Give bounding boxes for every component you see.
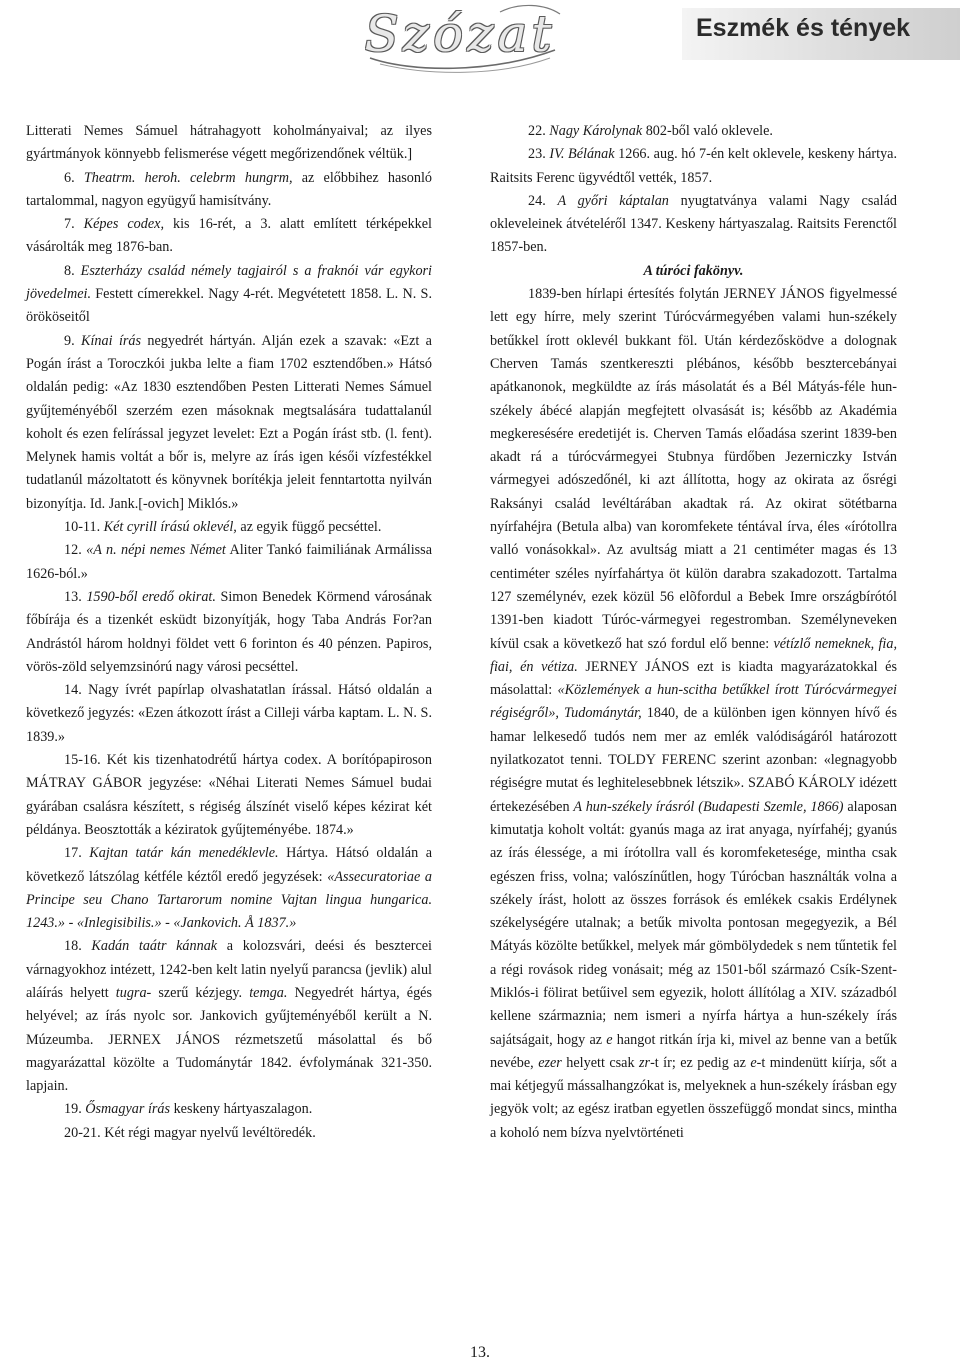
paragraph: Litterati Nemes Sámuel hátrahagyott koholmányaival; az ilyes gyártmányok könnyebb felismerése végett megőrizendőnek véltük.] (26, 123, 432, 163)
item-14: 14. Nagy ívrét papírlap olvashatatlan írással. Hátsó oldalán a következő jegyzés: «Ezen átkozott írást a Cilleji várba kaptam. L. N. S. 1839.» (26, 682, 432, 745)
item-10-11: 10-11. Két cyrill írású oklevél, az egyik függő pecséttel. (64, 519, 382, 536)
item-6: 6. Theatrm. heroh. celebrm hungrm, az előbbihez hasonló tartalommal, nagyon együgyű hamisítvány. (26, 169, 432, 209)
masthead (0, 0, 960, 80)
item-9: 9. Kínai írás negyedrét hártyán. Alján ezek a szavak: «Ezt a Pogán írást a Toroczkói jukba lelte a fiam 1702 esztendőben.» Hátsó oldalán pedig: «Az 1830 esztendőben Pesten Litterati Nemes Sámuel gyűjteményéből szerzém ezen másoknak megtsalására tudattalanúl koholt és ezen felírással jegyzet levelet: Ezt a Pogán írást stb. (l. fent). Melynek hamis voltát a bőr is, melyre az írás igen késői vízfestékkel tudatlanúl mázoltatott és könyvnek borítékja jeleit fenntartotta nyilván bizonyítja. Id. Jank.[-ovich] Miklós.» (26, 332, 432, 512)
item-18: 18. Kadán taátr kánnak a kolozsvári, deési és besztercei várnagyokhoz intézett, 1242-ben kelt latin nyelyű parancsa (jevlik) alul aláírás helyett tugra- szerű kézjegy. temga. Negyedrét hártya, égés helyével; az írás nyolc sor. Jankovich gyűjteményéből került a N. Múzeumba. JERNEX JÁNOS rézmetszetű másolattal és bő magyarázattal közölte a Tudománytár 1842. évfolymának 321-350. lapjain. (26, 938, 433, 1095)
left-column (26, 120, 432, 1145)
szozat-logo[interactable] (350, 0, 570, 80)
item-8: 8. Eszterházy család némely tagjairól s a fraknói vár egykori jövedelmei. Festett címerekkel. Nagy 4-rét. Megvétetett 1858. L. N. S. örököseitől (26, 262, 432, 326)
page-number: 13. (470, 1344, 490, 1361)
item-13: 13. 1590-ből eredő okirat. Simon Benedek Körmend városának főbírája és a tizenkét esküdt bizonyítják, hogy Taba András For?an Andrástól három holdnyi földet vett 6 forinton és 40 pénzen. Papiros, vörös-zöld selyemzsinórú nagy városi pecséttel. (26, 588, 432, 675)
item-15-16: 15-16. Két kis tizenhatodrétű hártya codex. A borítópapiroson MÁTRAY GÁBOR jegyzése: «Néhai Literati Nemes Sámuel budai gyárában csalásra készített, s régiség álszínét viselő képes kézirat két példánya. Beosztották a kéziratok gyűjteményébe. 1874.» (26, 752, 432, 838)
item-19: 19. Ősmagyar írás keskeny hártyaszalagon. (64, 1101, 313, 1118)
item-20-21: 20-21. Két régi magyar nyelvű levéltöredék. (64, 1124, 316, 1141)
section-title: Eszmék és tények (696, 14, 911, 42)
item-23: 23. IV. Bélának 1266. aug. hó 7-én kelt oklevele, keskeny hártya. Raitsits Ferenc ügyvédtől vették, 1857. (490, 146, 898, 186)
item-17: 17. Kajtan tatár kán menedéklevle. Hártya. Hátsó oldalán a következő látszólag kétféle kéztől eredő jegyzések: «Assecuratoriae a Principe seu Chano Tartarorum nomine Vajtan lingua hungarica. 1243.» - «Inlegisibilis.» - «Jankovich. Å 1837.» (26, 845, 432, 932)
body-paragraph: 1839-ben hírlapi értesítés folytán JERNEY JÁNOS figyelmessé lett egy hírre, mely szerint Túrócvármegyében valami hun-székely betűkkel írott oklevél bukkant föl. Után kérdezősködve a dolognak Cherven Tamás szentkereszti plébános, később besztercebányai apátkanonok, megküldte az írás másolatát és a Bél Mátyás-féle hun-székely ábécé alapján megfejtett olvasását is; később az Akadémia megkeresésére eredetijét is. Cherven Tamás előadása szerint 1839-ben akadt rá a túrócvármegyei Stubnya fürdőben Jezerniczky István vármegyei adószedőnél, ki azt állította, hogy az okirata az ősrégi Raksányi család levéltárában akadtak rá. Az okirat sötétbarna nyírfahéjra (Betula alba) van koromfekete téntával írva, éles «írótollra valló vonásokkal». Az avultság miatt a 21 centiméter magas és 13 centiméter széles nyírfahártya öt külön darabra szakadozott. Tartalma 127 személynév, ezek közül 56 elõfordul a Bebek Imre országbírótól 1391-ben kiadott Túróc-vármegyei regestromban. Személyneveken kívül csak a következő hat szó fordul elő benne: vétízlő nemeknek, fia, fiai, én vétiza. JERNEY JÁNOS ezt is kiadta magyarázatokkal és másolattal: «Közlemények a hun-scitha betűkkel írott Túrócvármegyei régiségről», Tudománytár, 1840, de a különben igen könnyen hívő és hamar lelkesedő tudós nem mer az emlék valódiságáról határozott nyilatkozatot tenni. TOLDY FERENC szerint azonban: «legnagyobb régiségre mutat és leghitelesebbnek létszik». SZABÓ KÁROLY idézett értekezésében A hun-székely írásról (Budapesti Szemle, 1866) alaposan kimutatja koholt voltát: gyanús maga az irat anyaga, nyírfahéj; gyanús az írás élessége, a mi írótollra vall és koromfeketesége, mintha csak egészen friss, volna; valószínűtlen, hogy Túrócban használták volna a székely írást, holott az összes források és emlékek csakis Erdélynek székelységére utalnak; a betűk mivolta pontosan megegyezik, a Bél Mátyás közölte betűkkel, melyek már gömbölydedek s nem tűntetik fel a régi rovások rideg vonásait; még az 1501-ből származó Csík-Szent-Miklós-i fölirat betűivel sem egyezik, holott állítólag a XIV. századból kellene származnia; nem ismeri a nyírfa hártya a hun-székely írás sajátságait, hogy az e hangot ritkán írja ki, mivel az benne van a betűk nevébe, ezer helyett csak zr-t ír; ez pedig az e-t mindenütt kiírja, sőt a mai kétjegyű mássalhangzókat is, melyeknek a hun-székely írásban egy jegyök volt; az egész iratban egyetlen összefüggő mondat sincs, mintha a koholó nem bízva nyelvtörténeti (490, 286, 898, 1141)
item-12: 12. «A n. népi nemes Német Aliter Tankó faimiliának Armálissa 1626-ból.» (26, 542, 432, 582)
section-heading: A túróci fakönyv. (643, 262, 744, 279)
item-24: 24. A győri káptalan nyugtatványa valami Nagy család okleveleinek átvételéről 1347. Keskeny hártyaszalag. Raitsits Ferenctől 1857-ben. (490, 192, 897, 256)
right-column (490, 120, 897, 1145)
item-22: 22. Nagy Károlynak 802-ből való oklevele. (528, 123, 773, 139)
logo-text: Szózat (364, 5, 556, 63)
item-7: 7. Képes codex, kis 16-rét, a 3. alatt említett térképekkel vásárolták meg 1876-ban. (26, 216, 432, 256)
